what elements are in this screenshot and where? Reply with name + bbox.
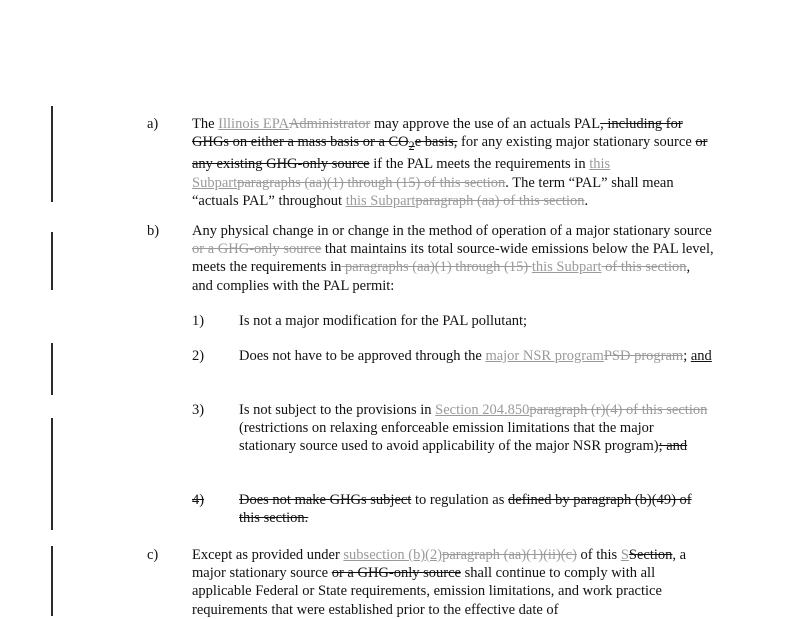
paragraph-c: Except as provided under subsection (b)(2)paragraph (aa)(1)(ii)(c) of this SSection, a major stationary source or a GHG-only source shall continue to comply with all applicable Federal or State requirements, emission limitations, and work practice requirements that were established prior to the effective date of (192, 547, 687, 618)
paragraph-a: The Illinois EPAAdministrator may approve the use of an actuals PAL, including for GHGs on either a mass basis or a $CO_2e$ basis, for any existing major stationary source or any existing GHG-only source if the PAL meets the requirements in this Subpartparagraphs (aa)(1) through (15) of this section. The term “PAL” shall mean “actuals PAL” throughout this Subpartparagraph (aa) of this section. (192, 116, 708, 209)
revision-bar (51, 343, 53, 395)
paragraph-c-label: c) (147, 547, 159, 563)
item-1-label: 1) (192, 313, 205, 329)
item-3-label: 3) (192, 402, 205, 418)
paragraph-b-label: b) (147, 223, 160, 239)
item-2: Does not have to be approved through the major NSR programPSD program; and (239, 348, 712, 364)
revision-bar (51, 232, 53, 290)
item-4: Does not make GHGs subject to regulation as defined by paragraph (b)(49) of this section. (239, 492, 692, 527)
revision-bar (51, 546, 53, 616)
item-1: Is not a major modification for the PAL pollutant; (239, 313, 528, 329)
revision-bar (51, 418, 53, 530)
paragraph-b: Any physical change in or change in the method of operation of a major stationary source or a GHG-only source that maintains its total source-wide emissions below the PAL level, meets the requirements in paragraphs (aa)(1) through (15) this Subpart of this section, and complies with the PAL permit: (192, 223, 714, 294)
item-2-label: 2) (192, 348, 205, 364)
paragraph-a-label: a) (147, 116, 159, 132)
item-3: Is not subject to the provisions in Section 204.850paragraph (r)(4) of this section (restrictions on relaxing enforceable emission limitations that the major stationary source used to avoid applicability of the major NSR program); and (239, 402, 708, 455)
revision-bar (51, 106, 53, 202)
item-4-label: 4) (192, 492, 205, 508)
